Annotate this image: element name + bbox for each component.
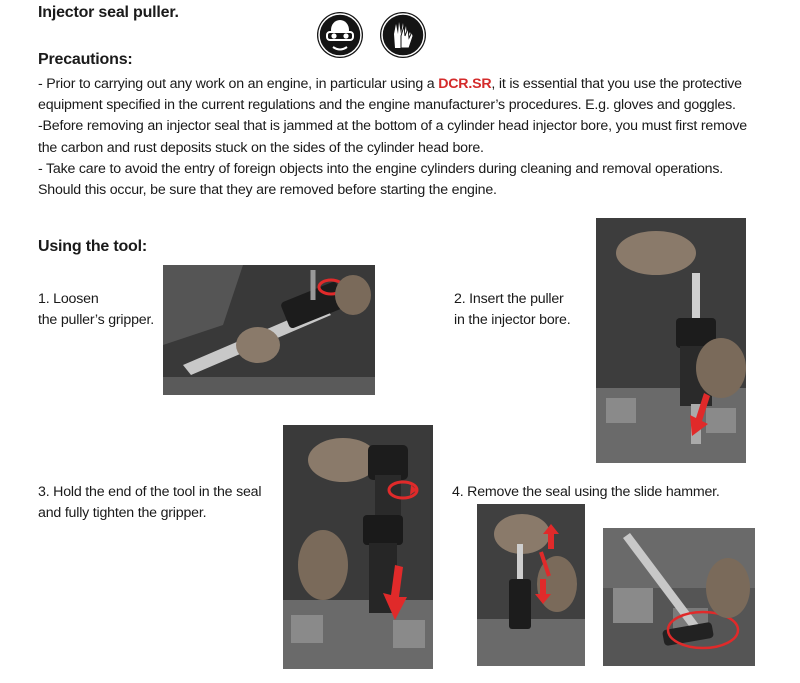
goggles-icon	[317, 12, 363, 58]
precaution-line-3: -Before removing an injector seal that is jammed at the bottom of a cylinder head injector bore, you must first remove	[38, 118, 747, 135]
precaution-line-1-end: , it is essential that you use the protective	[491, 76, 742, 92]
precaution-line-6: Should this occur, be sure that they are removed before starting the engine.	[38, 182, 497, 199]
precautions-heading: Precautions:	[38, 51, 133, 68]
step-4-text: 4. Remove the seal using the slide hammer.	[452, 484, 720, 500]
photo-step-3	[283, 425, 433, 669]
photo-step-4b	[603, 528, 755, 666]
precaution-line-1	[38, 74, 778, 95]
step-2-line-2: in the injector bore.	[454, 312, 571, 328]
step-1-line-1: 1. Loosen	[38, 291, 99, 307]
step-3-line-1: 3. Hold the end of the tool in the seal	[38, 484, 262, 500]
step-3-text	[38, 482, 261, 524]
precaution-line-4: the carbon and rust deposits stuck on the sides of the cylinder head bore.	[38, 139, 484, 156]
step-1-text	[38, 289, 154, 331]
photo-step-2	[596, 218, 746, 463]
page-title: Injector seal puller.	[38, 4, 179, 21]
brand-name: DCR.SR	[438, 76, 492, 92]
precaution-line-5: - Take care to avoid the entry of foreign objects into the engine cylinders during cleaning and removal operations.	[38, 160, 723, 177]
step-1-line-2: the puller’s gripper.	[38, 312, 154, 328]
step-2-text	[454, 289, 570, 331]
step-2-line-1: 2. Insert the puller	[454, 291, 564, 307]
precaution-line-2: equipment specified in the current regulations and the engine manufacturer’s procedures. E.g. gloves and goggles.	[38, 97, 736, 114]
photo-step-1	[163, 265, 375, 395]
photo-step-4a	[477, 504, 585, 666]
precaution-line-1-start: - Prior to carrying out any work on an engine, in particular using a	[38, 76, 439, 92]
gloves-icon	[380, 12, 426, 58]
using-heading: Using the tool:	[38, 238, 147, 255]
precautions-text	[38, 74, 778, 201]
step-3-line-2: and fully tighten the gripper.	[38, 505, 207, 521]
